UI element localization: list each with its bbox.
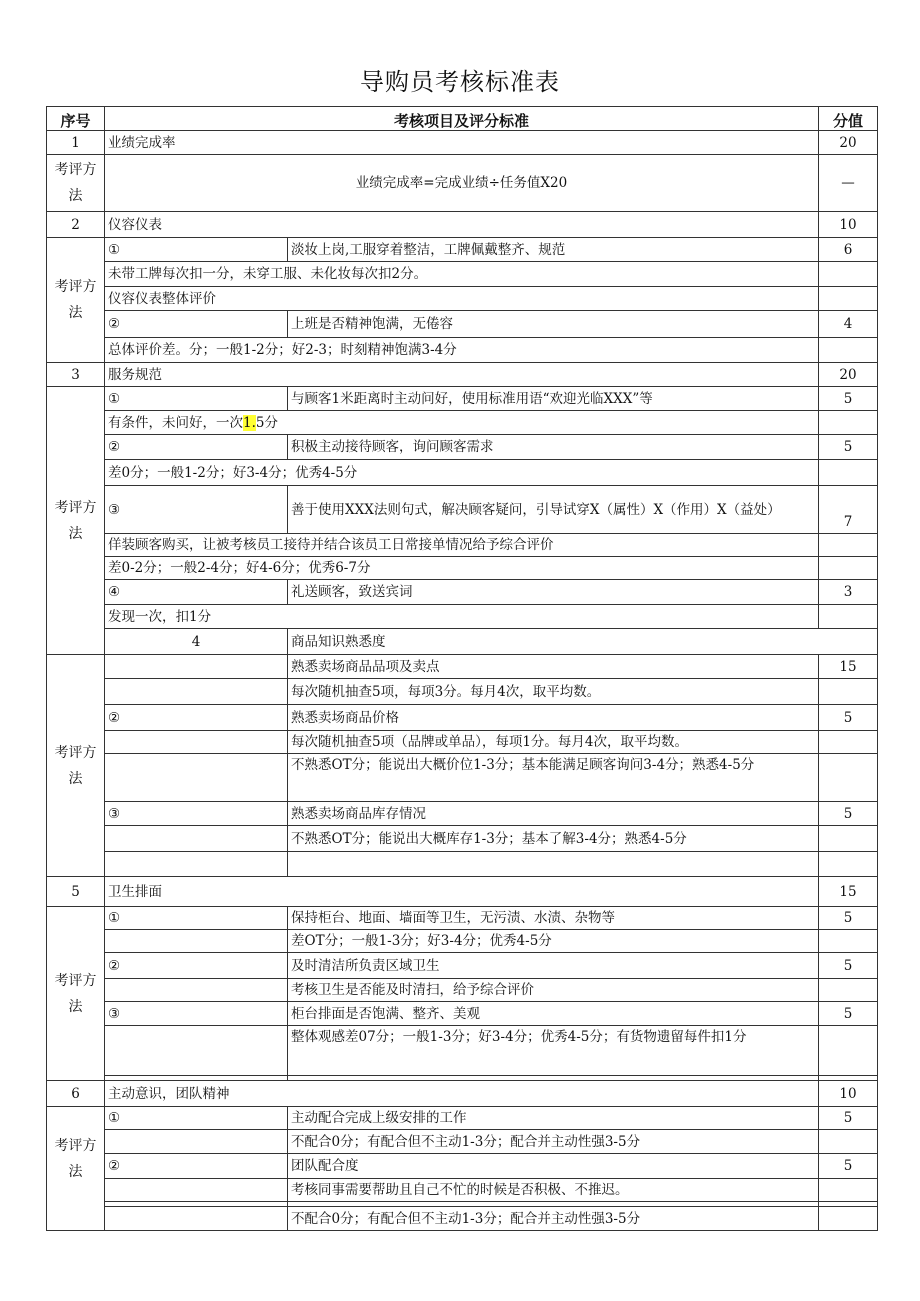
empty-cell [819, 1026, 878, 1076]
section-row [47, 212, 878, 238]
header-no: 序号 [47, 107, 105, 131]
item-rule: 未带工牌每次扣一分，未穿工服、未化妆每次扣2分。 [105, 262, 819, 287]
empty-cell [288, 852, 819, 877]
empty-cell [105, 930, 288, 953]
item-rule: 整体观感差07分；一般1-3分；好3-4分；优秀4-5分；有货物遗留每件扣1分 [288, 1026, 819, 1076]
method-label: 考评方法 [47, 155, 105, 212]
item-score: 5 [819, 705, 878, 731]
table-row [47, 705, 878, 731]
item-mark: ① [105, 387, 288, 411]
item-rule: 佯装顾客购买，让被考核员工接待并结合该员工日常接单情况给予综合评价 [105, 534, 819, 557]
item-text: 主动配合完成上级安排的工作 [288, 1107, 819, 1130]
item-mark: ① [105, 1107, 288, 1130]
method-label: 考评方法 [47, 238, 105, 363]
item-score: 3 [819, 580, 878, 605]
table-row [47, 953, 878, 979]
table-row [47, 907, 878, 930]
empty-cell [105, 826, 288, 852]
item-mark: ③ [105, 802, 288, 826]
section-score: 10 [819, 212, 878, 238]
item-rule: 不配合0分；有配合但不主动1-3分；配合并主动性强3-5分 [288, 1130, 819, 1154]
item-mark: ① [105, 238, 288, 262]
method-label: 考评方法 [47, 387, 105, 655]
item-rule: 考核卫生是否能及时清扫，给予综合评价 [288, 979, 819, 1002]
item-score: 5 [819, 435, 878, 460]
section-row [47, 629, 878, 655]
empty-cell [819, 1179, 878, 1202]
empty-cell [105, 655, 288, 679]
empty-cell [819, 605, 878, 629]
table-row [47, 802, 878, 826]
empty-cell [819, 1207, 878, 1231]
header-score: 分值 [819, 107, 878, 131]
section-row [47, 363, 878, 387]
table-row [47, 534, 878, 557]
empty-cell [819, 754, 878, 802]
empty-cell [105, 754, 288, 802]
empty-cell [105, 679, 288, 705]
item-text: 上班是否精神饱满，无倦容 [288, 311, 819, 338]
empty-cell [819, 731, 878, 754]
section-no: 1 [47, 131, 105, 155]
table-header-row [47, 107, 878, 131]
section-score: 10 [819, 1081, 878, 1107]
empty-cell [105, 1026, 288, 1076]
item-scale: 不熟悉OT分；能说出大概价位1-3分；基本能满足顾客询问3-4分；熟悉4-5分 [288, 754, 819, 802]
table-row [47, 411, 878, 435]
item-text: 熟悉卖场商品品项及卖点 [288, 655, 819, 679]
item-rule: 每次随机抽查5项，每项3分。每月4次，取平均数。 [288, 679, 819, 705]
item-score: 4 [819, 311, 878, 338]
table-row [47, 460, 878, 486]
empty-cell [105, 731, 288, 754]
item-mark: ③ [105, 486, 288, 534]
item-mark: ② [105, 435, 288, 460]
table-row [47, 655, 878, 679]
empty-cell [819, 287, 878, 311]
section-score: 20 [819, 363, 878, 387]
section-name: 商品知识熟悉度 [288, 629, 878, 655]
empty-cell [819, 930, 878, 953]
item-rule: 差0分；一般1-2分；好3-4分；优秀4-5分 [105, 460, 819, 486]
table-row [47, 435, 878, 460]
item-score: 7 [819, 486, 878, 534]
empty-cell [105, 1179, 288, 1202]
section-name: 主动意识，团队精神 [105, 1081, 819, 1107]
table-row [47, 580, 878, 605]
empty-cell [819, 979, 878, 1002]
table-row [47, 287, 878, 311]
item-rule: 每次随机抽查5项（品牌或单品），每项1分。每月4次，取平均数。 [288, 731, 819, 754]
item-scale: 不熟悉OT分；能说出大概库存1-3分；基本了解3-4分；熟悉4-5分 [288, 826, 819, 852]
method-label: 考评方法 [47, 1107, 105, 1231]
method-label: 考评方法 [47, 655, 105, 877]
item-scale: 不配合0分；有配合但不主动1-3分；配合并主动性强3-5分 [288, 1207, 819, 1231]
table-row [47, 731, 878, 754]
section-row [47, 131, 878, 155]
assessment-table [46, 106, 878, 1231]
item-rule-text: 5分 [255, 414, 278, 431]
item-mark: ③ [105, 1002, 288, 1026]
item-score: 5 [819, 802, 878, 826]
empty-cell [105, 1130, 288, 1154]
item-rule: 发现一次，扣1分 [105, 605, 819, 629]
method-label: 考评方法 [47, 907, 105, 1081]
item-score: 5 [819, 1154, 878, 1179]
item-score: 15 [819, 655, 878, 679]
empty-cell [105, 852, 288, 877]
table-row [47, 557, 878, 580]
table-row [47, 930, 878, 953]
item-text: 保持柜台、地面、墙面等卫生，无污渍、水渍、杂物等 [288, 907, 819, 930]
empty-cell [819, 262, 878, 287]
table-row [47, 754, 878, 802]
section-no: 6 [47, 1081, 105, 1107]
table-row [47, 1154, 878, 1179]
item-scale: 差0-2分；一般2-4分；好4-6分；优秀6-7分 [105, 557, 819, 580]
table-row [47, 262, 878, 287]
table-row [47, 311, 878, 338]
empty-cell [819, 534, 878, 557]
empty-cell [819, 852, 878, 877]
table-row [47, 338, 878, 363]
empty-cell [819, 1130, 878, 1154]
table-row [47, 1207, 878, 1231]
item-score: 6 [819, 238, 878, 262]
empty-cell [819, 460, 878, 486]
table-row [47, 387, 878, 411]
item-text: 善于使用XXX法则句式，解决顾客疑问，引导试穿X（属性）X（作用）X（益处） [288, 486, 819, 534]
item-mark: ② [105, 953, 288, 979]
table-row [47, 979, 878, 1002]
section-row [47, 1081, 878, 1107]
item-rule: 仪容仪表整体评价 [105, 287, 819, 311]
item-text: 淡妆上岗,工服穿着整洁，工牌佩戴整齐、规范 [288, 238, 819, 262]
item-rule: 总体评价差。分；一般1-2分；好2-3；时刻精神饱满3-4分 [105, 338, 819, 363]
item-text: 柜台排面是否饱满、整齐、美观 [288, 1002, 819, 1026]
section-no: 3 [47, 363, 105, 387]
item-score: 5 [819, 1002, 878, 1026]
item-score: 5 [819, 1107, 878, 1130]
section-no: 4 [105, 629, 288, 655]
item-score: 5 [819, 907, 878, 930]
formula-text: 业绩完成率=完成业绩÷任务值X20 [105, 155, 819, 212]
item-mark: ① [105, 907, 288, 930]
section-row [47, 877, 878, 907]
table-row [47, 1026, 878, 1076]
empty-cell [819, 338, 878, 363]
item-text: 熟悉卖场商品库存情况 [288, 802, 819, 826]
item-mark: ④ [105, 580, 288, 605]
table-row [47, 1130, 878, 1154]
item-mark: ② [105, 705, 288, 731]
item-text: 及时清洁所负责区域卫生 [288, 953, 819, 979]
empty-cell [819, 826, 878, 852]
empty-cell [105, 1207, 288, 1231]
item-rule-text: 有条件，未问好，一次 [108, 414, 243, 431]
item-text: 团队配合度 [288, 1154, 819, 1179]
section-score: 15 [819, 877, 878, 907]
section-name: 业绩完成率 [105, 131, 819, 155]
table-row [47, 238, 878, 262]
table-row [47, 1179, 878, 1202]
item-score: 5 [819, 387, 878, 411]
table-row [47, 679, 878, 705]
table-row [47, 1002, 878, 1026]
item-text: 熟悉卖场商品价格 [288, 705, 819, 731]
table-row [47, 605, 878, 629]
section-name: 服务规范 [105, 363, 819, 387]
item-rule [105, 411, 819, 435]
item-rule: 差OT分；一般1-3分；好3-4分；优秀4-5分 [288, 930, 819, 953]
page-title: 导购员考核标准表 [360, 68, 560, 96]
section-no: 2 [47, 212, 105, 238]
item-text: 积极主动接待顾客，询问顾客需求 [288, 435, 819, 460]
item-text: 与顾客1米距离时主动问好，使用标准用语“欢迎光临XXX”等 [288, 387, 819, 411]
highlighted-text: 1. [243, 414, 256, 431]
item-text: 礼送顾客，致送宾词 [288, 580, 819, 605]
section-no: 5 [47, 877, 105, 907]
table-row [47, 852, 878, 877]
empty-cell [105, 979, 288, 1002]
section-name: 仪容仪表 [105, 212, 819, 238]
section-score: 20 [819, 131, 878, 155]
section-name: 卫生排面 [105, 877, 819, 907]
item-rule: 考核同事需要帮助且自己不忙的时候是否积极、不推迟。 [288, 1179, 819, 1202]
empty-cell [819, 557, 878, 580]
item-mark: ② [105, 1154, 288, 1179]
table-row [47, 486, 878, 534]
item-mark: ② [105, 311, 288, 338]
table-row [47, 155, 878, 212]
table-row [47, 1107, 878, 1130]
header-item: 考核项目及评分标准 [105, 107, 819, 131]
item-score: 5 [819, 953, 878, 979]
formula-score: — [819, 155, 878, 212]
empty-cell [819, 679, 878, 705]
table-row [47, 826, 878, 852]
empty-cell [819, 411, 878, 435]
